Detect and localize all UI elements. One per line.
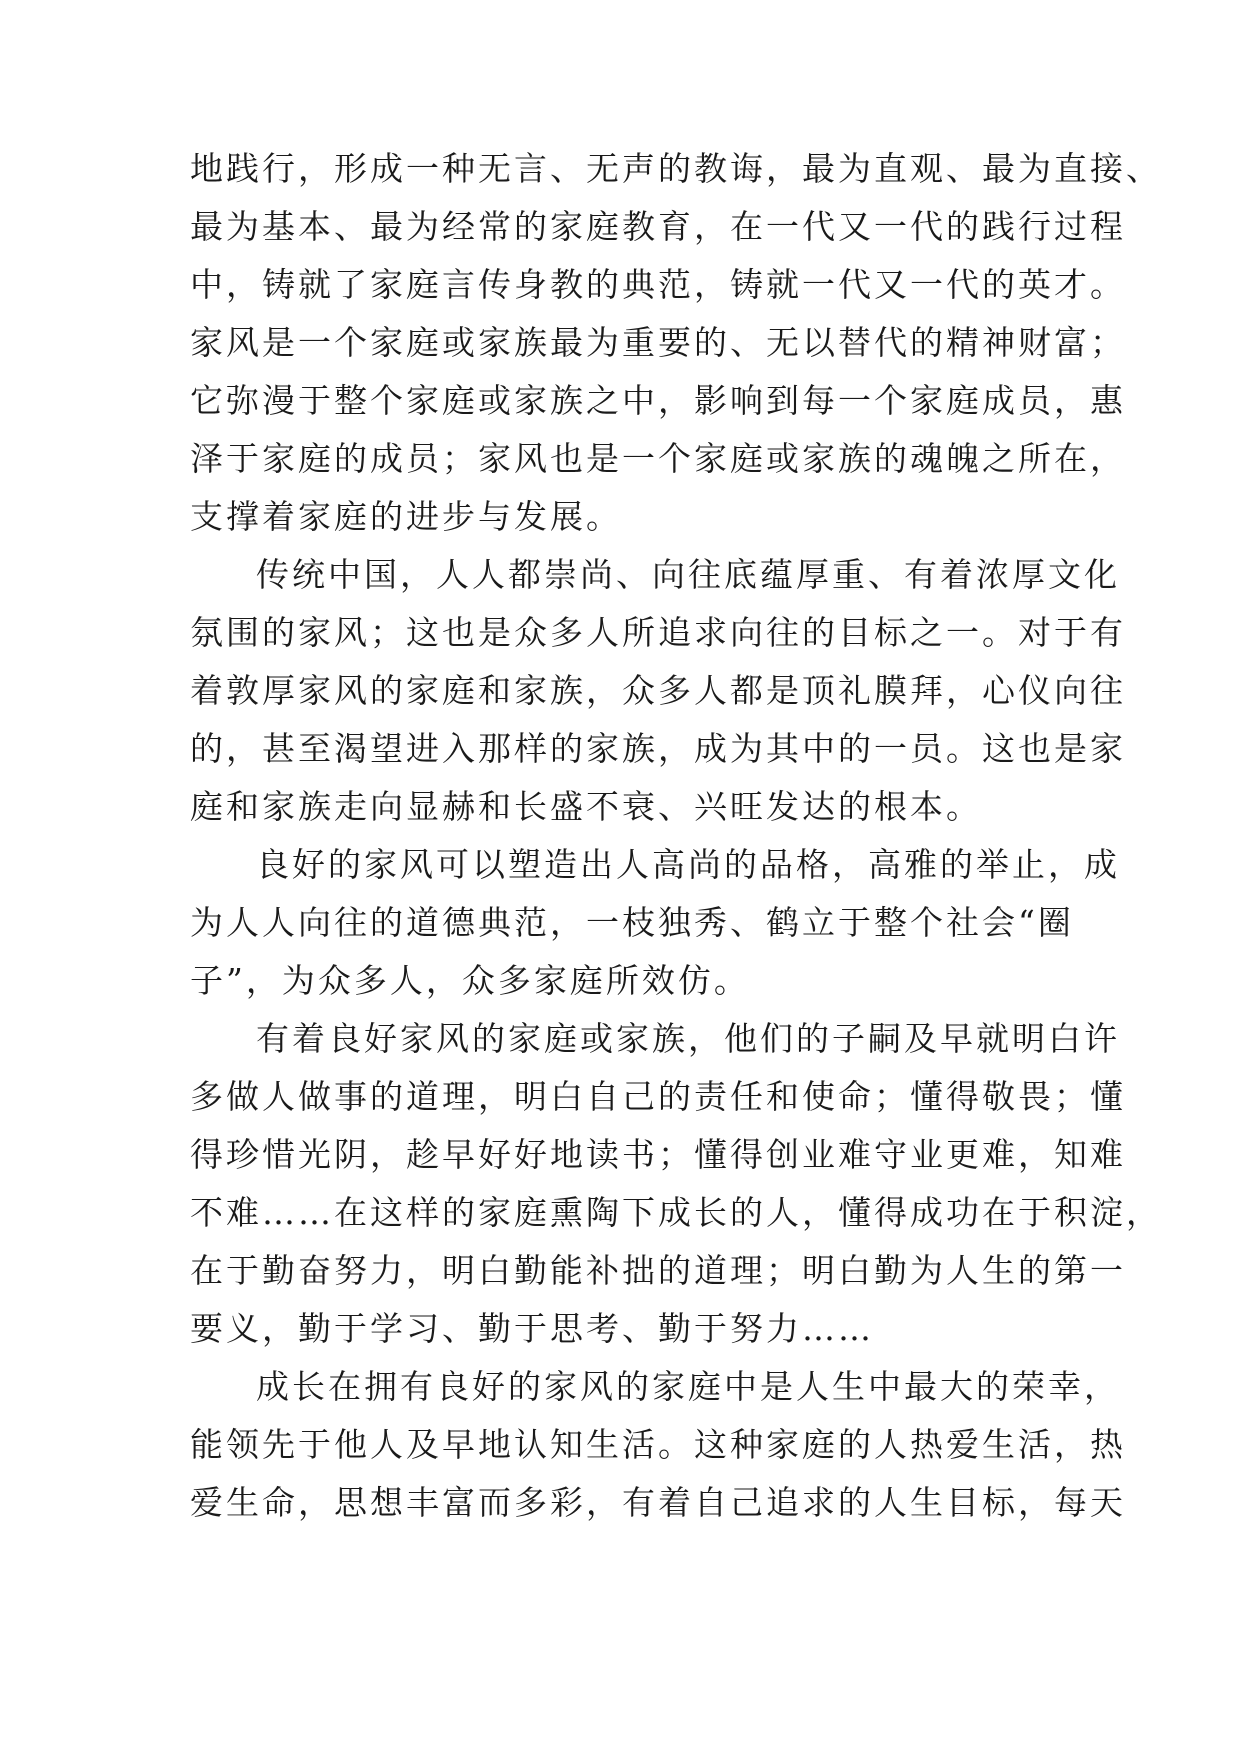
text-line: 爱生命，思想丰富而多彩，有着自己追求的人生目标，每天 (190, 1483, 1126, 1522)
text-line: 支撑着家庭的进步与发展。 (190, 497, 622, 536)
text-line: 成长在拥有良好的家风的家庭中是人生中最大的荣幸， (256, 1367, 1120, 1406)
text-line: 能领先于他人及早地认知生活。这种家庭的人热爱生活，热 (190, 1425, 1126, 1464)
text-line: 它弥漫于整个家庭或家族之中，影响到每一个家庭成员，惠 (190, 381, 1126, 420)
text-line: 为人人向往的道德典范，一枝独秀、鹤立于整个社会“圈 (190, 903, 1074, 942)
text-line: 有着良好家风的家庭或家族，他们的子嗣及早就明白许 (256, 1019, 1120, 1058)
paragraph-1 (190, 140, 1162, 546)
body-text (190, 140, 1162, 1532)
text-line: 氛围的家风；这也是众多人所追求向往的目标之一。对于有 (190, 613, 1126, 652)
text-line: 最为基本、最为经常的家庭教育，在一代又一代的践行过程 (190, 207, 1126, 246)
text-line: 得珍惜光阴，趁早好好地读书；懂得创业难守业更难，知难 (190, 1135, 1126, 1174)
paragraph-4 (190, 1010, 1162, 1358)
text-line: 多做人做事的道理，明白自己的责任和使命；懂得敬畏；懂 (190, 1077, 1126, 1116)
text-line: 要义，勤于学习、勤于思考、勤于努力…… (190, 1309, 874, 1348)
text-line: 着敦厚家风的家庭和家族，众多人都是顶礼膜拜，心仪向往 (190, 671, 1126, 710)
text-line: 地践行，形成一种无言、无声的教诲，最为直观、最为直接、 (190, 149, 1162, 188)
text-line: 中，铸就了家庭言传身教的典范，铸就一代又一代的英才。 (190, 265, 1126, 304)
paragraph-2 (190, 546, 1126, 836)
text-line: 家风是一个家庭或家族最为重要的、无以替代的精神财富； (190, 323, 1126, 362)
text-line: 子”，为众多人，众多家庭所效仿。 (190, 961, 750, 1000)
text-line: 不难……在这样的家庭熏陶下成长的人，懂得成功在于积淀， (190, 1193, 1162, 1232)
text-line: 良好的家风可以塑造出人高尚的品格，高雅的举止，成 (256, 845, 1120, 884)
text-line: 在于勤奋努力，明白勤能补拙的道理；明白勤为人生的第一 (190, 1251, 1126, 1290)
text-line: 庭和家族走向显赫和长盛不衰、兴旺发达的根本。 (190, 787, 982, 826)
text-line: 泽于家庭的成员；家风也是一个家庭或家族的魂魄之所在， (190, 439, 1126, 478)
paragraph-3 (190, 836, 1120, 1010)
paragraph-5 (190, 1358, 1126, 1532)
text-line: 传统中国，人人都崇尚、向往底蕴厚重、有着浓厚文化 (256, 555, 1120, 594)
text-line: 的，甚至渴望进入那样的家族，成为其中的一员。这也是家 (190, 729, 1126, 768)
